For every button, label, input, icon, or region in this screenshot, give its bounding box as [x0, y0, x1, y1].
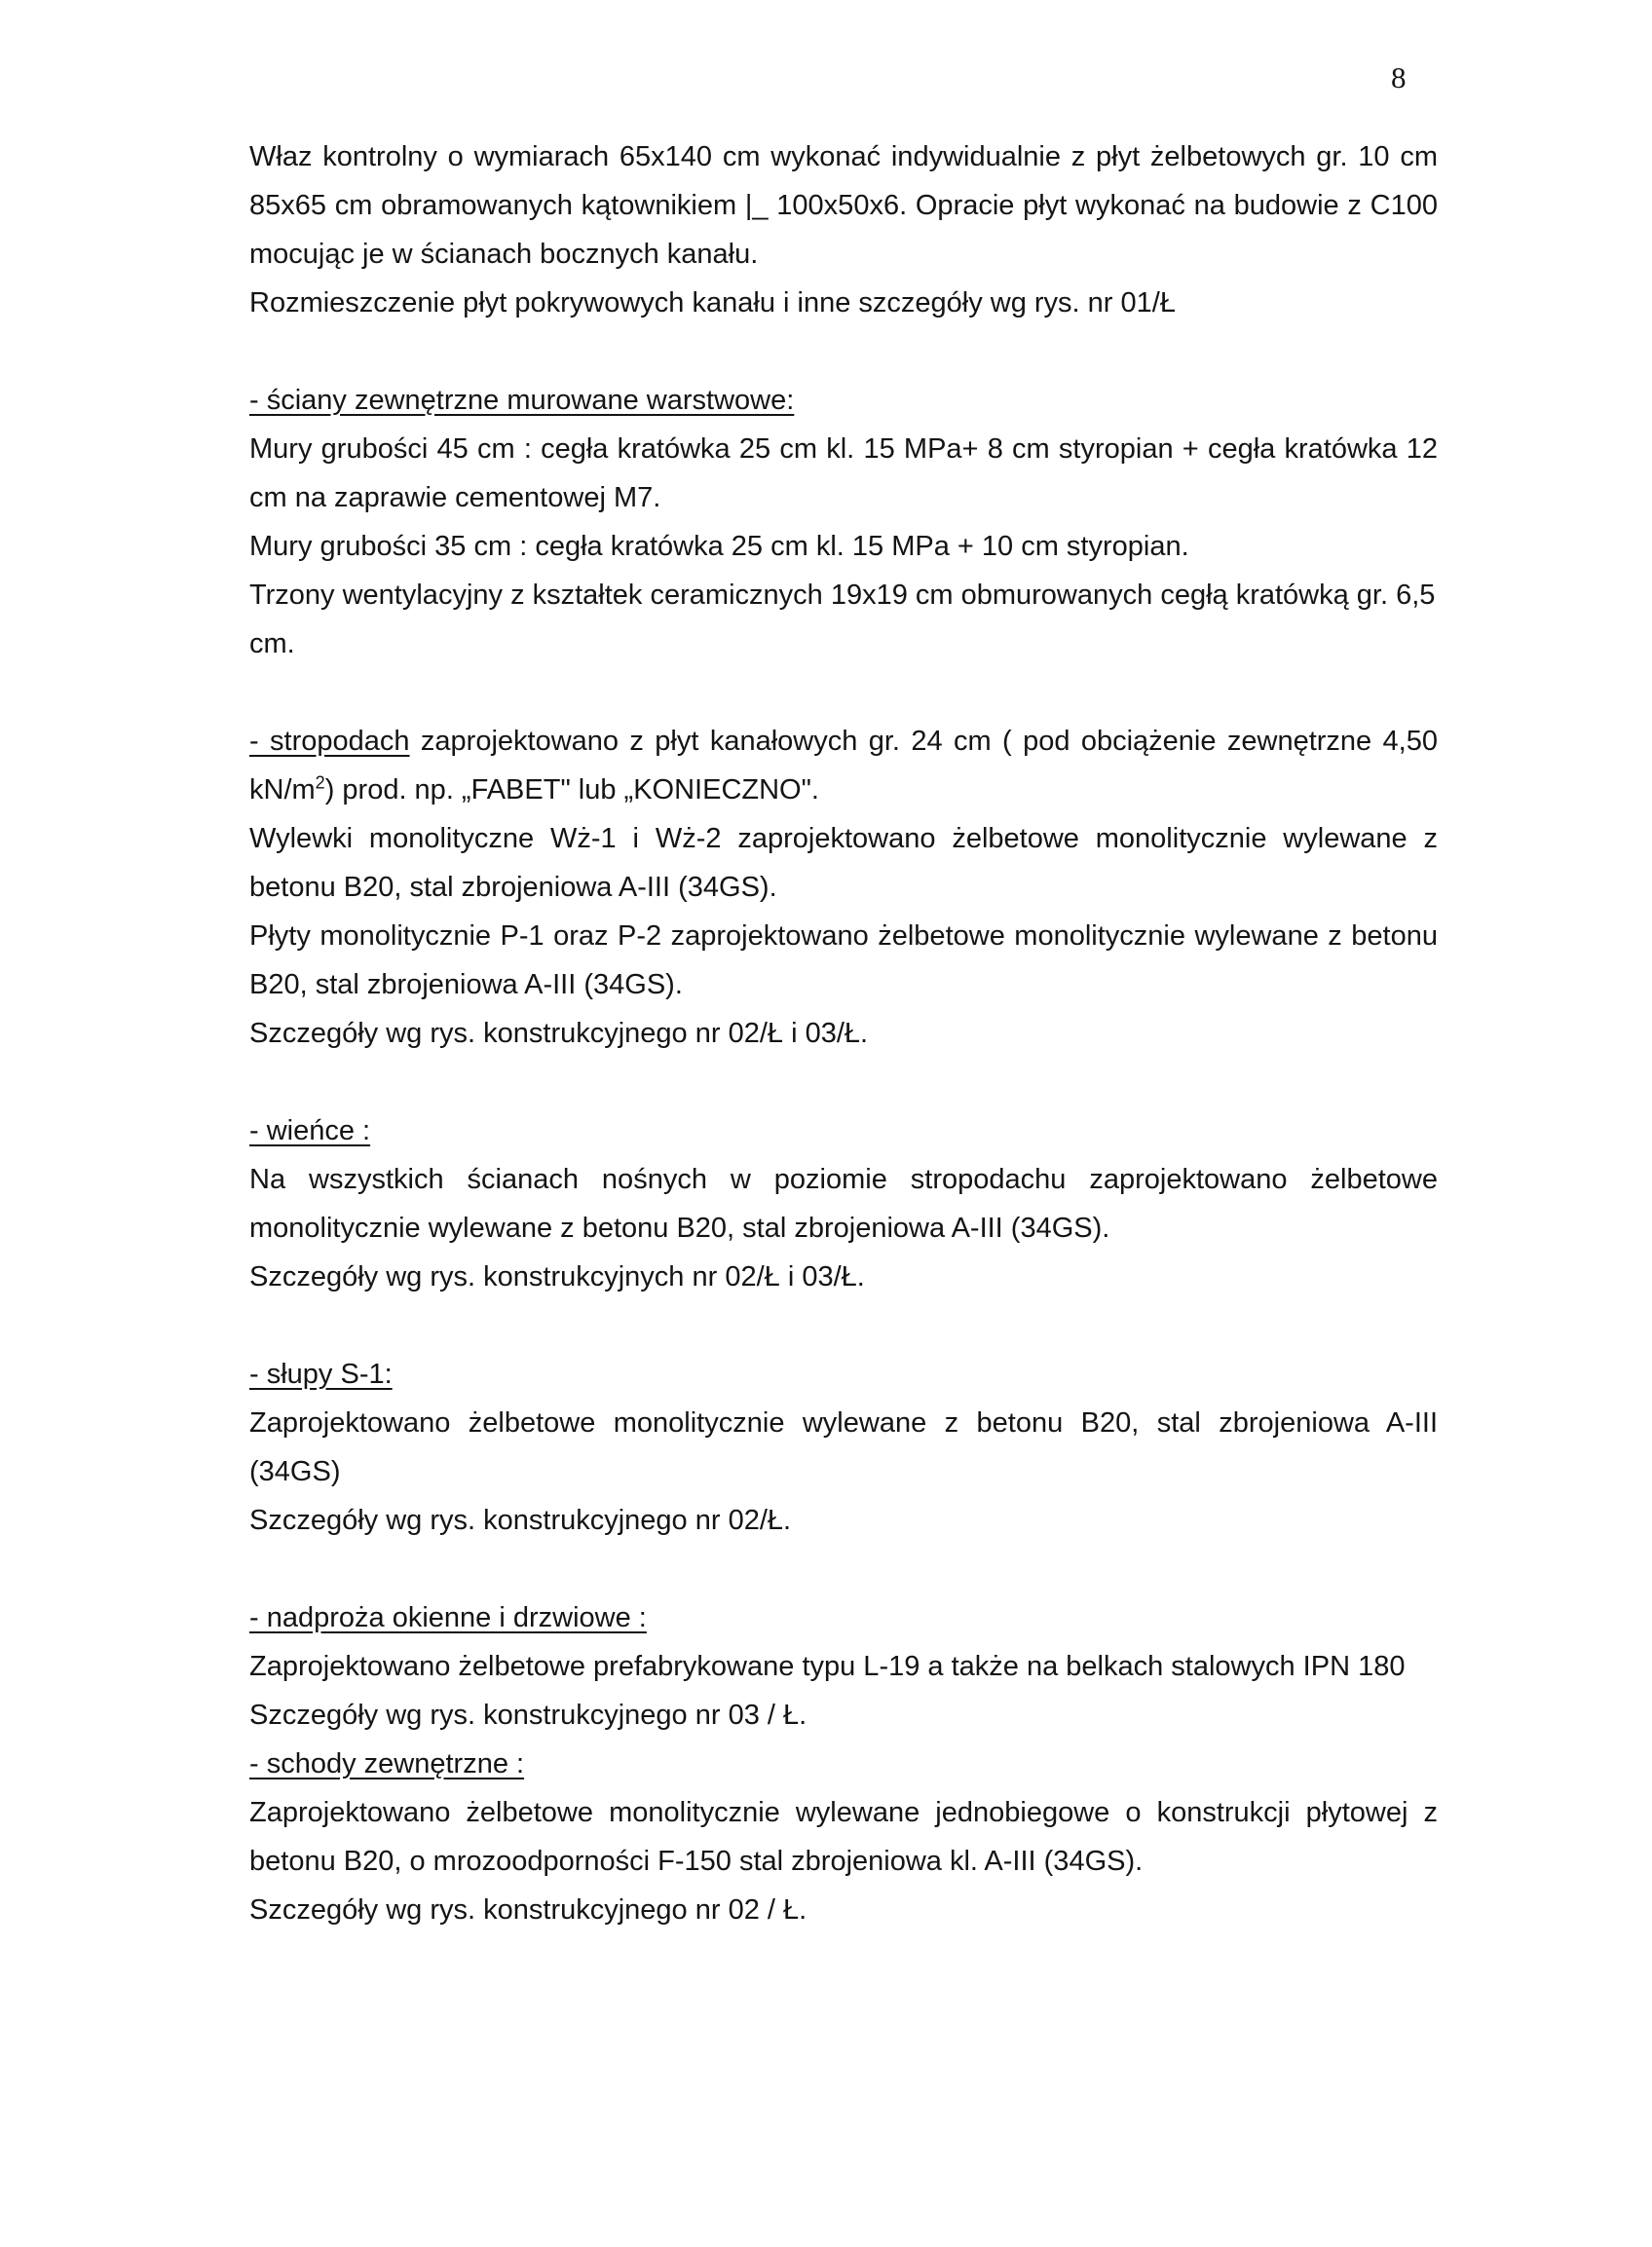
walls-line-45: Mury grubości 45 cm : cegła kratówka 25 cm kl. 15 MPa+ 8 cm styropian + cegła kratówka 12 cm na zaprawie cementowej M7.	[249, 433, 1438, 513]
stairs-paragraph: Zaprojektowano żelbetowe monolitycznie wylewane jednobiegowe o konstrukcji płytowej z betonu B20, o mrozoodporności F-150 stal zbrojeniowa kl. A-III (34GS).	[249, 1797, 1438, 1877]
ventilation-line: Trzony wentylacyjny z kształtek ceramicznych 19x19 cm obmurowanych cegłą kratówką gr. 6,5 cm.	[249, 580, 1436, 659]
screeds-paragraph: Wylewki monolityczne Wż-1 i Wż-2 zaprojektowano żelbetowe monolitycznie wylewane z betonu B20, stal zbrojeniowa A-III (34GS).	[249, 823, 1438, 903]
walls-heading: - ściany zewnętrzne murowane warstwowe:	[249, 385, 795, 416]
stairs-details-line: Szczegóły wg rys. konstrukcyjnego nr 02 / Ł.	[249, 1894, 807, 1926]
columns-details-line: Szczegóły wg rys. konstrukcyjnego nr 02/Ł.	[249, 1505, 792, 1536]
manhole-paragraph: Właz kontrolny o wymiarach 65x140 cm wykonać indywidualnie z płyt żelbetowych gr. 10 cm 85x65 cm obramowanych kątownikiem |_ 100x50x6. Opracie płyt wykonać na budowie z C100 mocując je w ścianach bocznych kanału.	[249, 141, 1438, 270]
roof-heading: - stropodach	[249, 726, 410, 757]
walls-line-35: Mury grubości 35 cm : cegła kratówka 25 cm kl. 15 MPa + 10 cm styropian.	[249, 531, 1189, 562]
columns-paragraph: Zaprojektowano żelbetowe monolitycznie wylewane z betonu B20, stal zbrojeniowa A-III (34GS)	[249, 1407, 1438, 1487]
page-number: 8	[1391, 60, 1407, 94]
stairs-heading: - schody zewnętrzne :	[249, 1748, 525, 1779]
lintels-paragraph: Zaprojektowano żelbetowe prefabrykowane typu L-19 a także na belkach stalowych IPN 180	[249, 1651, 1406, 1682]
slabs-paragraph: Płyty monolitycznie P-1 oraz P-2 zaprojektowano żelbetowe monolitycznie wylewane z betonu B20, stal zbrojeniowa A-III (34GS).	[249, 920, 1438, 1000]
ring-beams-paragraph: Na wszystkich ścianach nośnych w poziomie stropodachu zaprojektowano żelbetowe monolitycznie wylewane z betonu B20, stal zbrojeniowa A-III (34GS).	[249, 1164, 1438, 1244]
page-content	[249, 132, 1438, 1934]
roof-paragraph: - stropodach zaprojektowano z płyt kanałowych gr. 24 cm ( pod obciążenie zewnętrzne 4,50 $kN/m^2$) prod. np. „FABET" lub „KONIECZNO".	[249, 726, 1438, 805]
lintels-details-line: Szczegóły wg rys. konstrukcyjnego nr 03 / Ł.	[249, 1700, 807, 1731]
lintels-heading: - nadproża okienne i drzwiowe :	[249, 1602, 647, 1633]
cover-plates-paragraph: Rozmieszczenie płyt pokrywowych kanału i inne szczegóły wg rys. nr 01/Ł	[249, 287, 1176, 318]
ring-beams-details-line: Szczegóły wg rys. konstrukcyjnych nr 02/Ł i 03/Ł.	[249, 1261, 865, 1292]
roof-details-line: Szczegóły wg rys. konstrukcyjnego nr 02/Ł i 03/Ł.	[249, 1018, 869, 1049]
columns-heading: - słupy S-1:	[249, 1359, 393, 1390]
ring-beams-heading: - wieńce :	[249, 1115, 371, 1146]
